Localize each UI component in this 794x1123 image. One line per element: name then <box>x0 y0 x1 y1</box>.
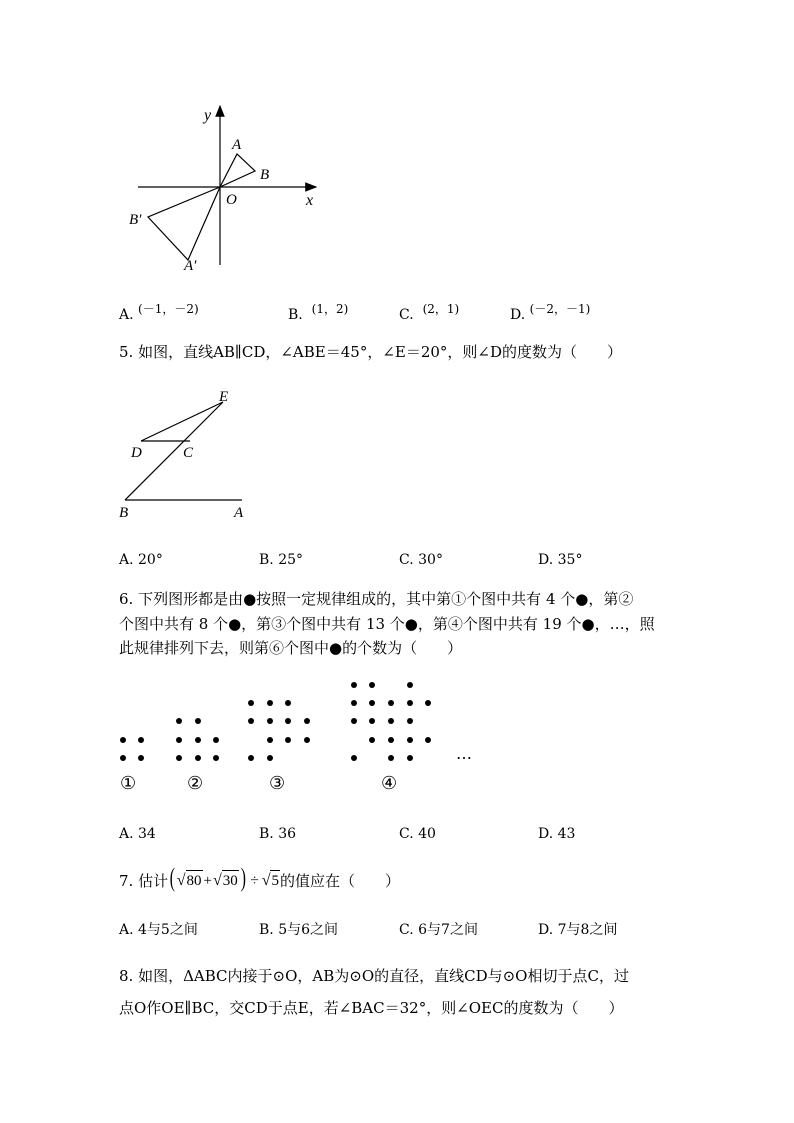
line-DE <box>141 402 223 441</box>
dot <box>388 718 394 724</box>
dot <box>213 755 219 761</box>
dot <box>213 737 219 743</box>
q7-option-a[interactable]: A. 4与5之间 <box>119 922 198 938</box>
q6-text-line2: 个图中共有 8 个●，第③个图中共有 13 个●，第④个图中共有 19 个●，…，照 <box>119 615 655 633</box>
q6-text-line1: 6. 下列图形都是由●按照一定规律组成的，其中第①个图中共有 4 个●，第② <box>119 590 634 608</box>
dot <box>304 737 310 743</box>
dot <box>267 700 273 706</box>
q5-option-d[interactable]: D. 35° <box>538 552 583 568</box>
q4-option-a[interactable]: A. (－1，－2) <box>119 302 199 323</box>
q8-text-line2: 点O作OE∥BC，交CD于点E，若∠BAC＝32°，则∠OEC的度数为（ ） <box>119 999 624 1017</box>
dot <box>388 737 394 743</box>
dot <box>120 737 126 743</box>
coordinate-figure <box>120 100 340 280</box>
label-C: C <box>183 445 194 461</box>
q7-expression: ( √ 80 + √ 30 ) ÷ √ 5 <box>169 862 279 892</box>
label-B: B <box>119 505 129 521</box>
origin-label: O <box>226 192 237 208</box>
q6-option-d[interactable]: D. 43 <box>538 826 576 842</box>
axis-y-label: y <box>204 107 212 124</box>
dot <box>176 718 182 724</box>
dot <box>304 718 310 724</box>
q7-option-b[interactable]: B. 5与6之间 <box>259 922 339 938</box>
q6-option-c[interactable]: C. 40 <box>399 826 436 842</box>
dot <box>407 682 413 688</box>
dot <box>176 737 182 743</box>
dot <box>285 700 291 706</box>
label-A: A <box>234 505 244 521</box>
triangle-OAB <box>220 154 255 187</box>
q5-option-a[interactable]: A. 20° <box>119 552 163 568</box>
dot <box>369 700 375 706</box>
dot <box>369 737 375 743</box>
point-B-label: B <box>260 167 270 183</box>
dot <box>267 755 273 761</box>
q5-option-c[interactable]: C. 30° <box>399 552 443 568</box>
q6-option-a[interactable]: A. 34 <box>119 826 156 842</box>
dot <box>407 700 413 706</box>
dot <box>369 682 375 688</box>
dot <box>407 737 413 743</box>
point-A2-label: A′ <box>184 258 197 274</box>
fig-label-1: ① <box>120 773 137 794</box>
triangle-OA2B2 <box>148 187 220 260</box>
dot <box>285 718 291 724</box>
fig-label-4: ④ <box>381 773 398 794</box>
axis-x-label: x <box>306 192 314 209</box>
dot <box>248 718 254 724</box>
dot <box>195 718 201 724</box>
dot <box>351 682 357 688</box>
q7-option-c[interactable]: C. 6与7之间 <box>399 922 478 938</box>
q4-option-b[interactable]: B. (1，2) <box>288 302 349 323</box>
dot <box>407 718 413 724</box>
dot <box>351 700 357 706</box>
dot <box>176 755 182 761</box>
dot <box>369 718 375 724</box>
q7-option-d[interactable]: D. 7与8之间 <box>538 922 618 938</box>
q5-text: 5. 如图，直线AB∥CD，∠ABE＝45°，∠E＝20°，则∠D的度数为（ ） <box>119 343 623 361</box>
q5-option-b[interactable]: B. 25° <box>259 552 304 568</box>
q8-text-line1: 8. 如图，ΔABC内接于⊙O，AB为⊙O的直径，直线CD与⊙O相切于点C，过 <box>119 967 629 985</box>
dot-ellipsis: … <box>456 744 478 763</box>
dot <box>120 755 126 761</box>
dot <box>195 737 201 743</box>
dot <box>138 737 144 743</box>
q7-text: 7. 估计 ( √ 80 + √ 30 ) ÷ √ 5 的值应在（ ） <box>119 862 400 892</box>
dot <box>351 718 357 724</box>
dot <box>425 737 431 743</box>
dot <box>195 755 201 761</box>
point-B2-label: B′ <box>129 212 142 228</box>
dot <box>248 700 254 706</box>
label-E: E <box>219 389 229 405</box>
fig-label-3: ③ <box>269 773 286 794</box>
dot <box>407 755 413 761</box>
dot <box>388 700 394 706</box>
dot <box>267 718 273 724</box>
q4-option-c[interactable]: C. (2，1) <box>399 302 460 323</box>
q6-text-line3: 此规律排列下去，则第⑥个图中●的个数为（ ） <box>119 639 463 657</box>
dot <box>425 700 431 706</box>
dot <box>388 755 394 761</box>
dot <box>267 737 273 743</box>
fig-label-2: ② <box>187 773 204 794</box>
q6-option-b[interactable]: B. 36 <box>259 826 297 842</box>
dot <box>248 755 254 761</box>
q4-option-d[interactable]: D. (－2，－1) <box>510 302 591 323</box>
dot <box>285 737 291 743</box>
parallel-lines-figure <box>110 380 270 525</box>
dot <box>138 755 144 761</box>
dot <box>351 755 357 761</box>
label-D: D <box>131 445 142 461</box>
point-A-label: A <box>232 137 242 153</box>
